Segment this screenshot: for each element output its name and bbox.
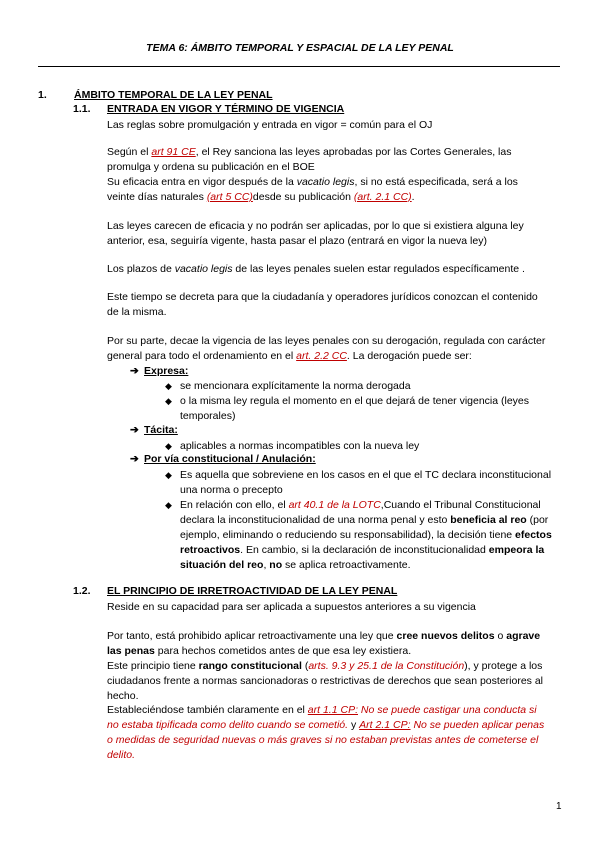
list-item <box>165 394 555 424</box>
list-item-text: o la misma ley regula el momento en el que dejará de tener vigencia (leyes temporales) <box>180 395 530 422</box>
text: y <box>348 719 360 731</box>
section-1-heading <box>38 89 273 101</box>
document-title: TEMA 6: ÁMBITO TEMPORAL Y ESPACIAL DE LA LEY PENAL <box>146 42 454 54</box>
reference-art-5-cc: (art 5 CC) <box>206 191 253 203</box>
text: ( <box>301 660 309 672</box>
list-item <box>165 379 555 394</box>
paragraph-carecen: Las leyes carecen de eficacia y no podrán ser aplicadas, por lo que si existiera alguna ley anterior, esa, seguiría vigente, hasta pasar el plazo (entrará en vigor la nueva ley) <box>107 220 524 247</box>
expresa-label: Expresa: <box>144 365 189 377</box>
text: , <box>263 559 270 571</box>
tacita-label: Tácita: <box>144 424 178 436</box>
quote-art-1-1-cp: No se puede castigar una conducta si no estaba tipificada como delito cuando se cometió. <box>107 704 537 731</box>
paragraph-prohibido <box>107 629 547 659</box>
diamond-bullet-icon: ◆ <box>165 396 172 406</box>
paragraph-cp <box>107 703 547 763</box>
paragraph-eficacia <box>107 175 547 205</box>
text: . <box>411 191 415 203</box>
section-1-2-number: 1.2. <box>73 585 91 597</box>
list-item-text: aplicables a normas incompatibles con la nueva ley <box>180 440 420 452</box>
list-item <box>165 498 555 573</box>
quote-art-2-1-cp: No se pueden aplicar penas o medidas de seguridad nuevas o más graves si no estaban previstas antes de cometerse el delito. <box>107 719 545 761</box>
text: Por su parte, decae la vigencia de las leyes penales con su derogación, regulada con carácter general para todo el ordenamiento en el <box>107 335 546 362</box>
list-item <box>165 439 555 454</box>
term-vacatio-legis: vacatio legis <box>296 176 355 188</box>
diamond-bullet-icon: ◆ <box>165 500 172 510</box>
text: , si no está especificada, será a los veinte días naturales <box>107 176 518 203</box>
section-1-1-heading <box>73 103 344 115</box>
reference-art-40-1-lotc: art 40.1 de la LOTC <box>288 499 381 511</box>
reference-constitucion: arts. 9.3 y 25.1 de la Constitución <box>308 660 465 672</box>
text: , el Rey sanciona las leyes aprobadas por las Cortes Generales, las promulga y ordena su publicación en el BOE <box>107 146 512 173</box>
page-number: 1 <box>556 801 562 812</box>
term-vacatio-legis: vacatio legis <box>174 263 233 275</box>
paragraph-reglas: Las reglas sobre promulgación y entrada en vigor = común para el OJ <box>107 119 433 131</box>
paragraph-tiempo: Este tiempo se decreta para que la ciudadanía y operadores jurídicos conozcan el contenido de la misma. <box>107 291 538 318</box>
section-1-title: ÁMBITO TEMPORAL DE LA LEY PENAL <box>74 89 273 101</box>
constitucional-label: Por vía constitucional / Anulación: <box>144 453 316 465</box>
arrow-icon: ➔ <box>130 424 139 436</box>
diamond-bullet-icon: ◆ <box>165 441 172 451</box>
text: o <box>494 630 507 642</box>
emphasis: cree nuevos delitos <box>396 630 495 642</box>
arrow-icon: ➔ <box>130 365 139 377</box>
text: . En cambio, si la declaración de inconstitucionalidad <box>240 544 489 556</box>
tacita-heading <box>130 424 178 436</box>
paragraph-derogacion <box>107 334 547 364</box>
section-1-1-number: 1.1. <box>73 103 91 115</box>
reference-art-2-1-cc: (art. 2.1 CC) <box>353 191 412 203</box>
emphasis: efectos retroactivos <box>180 529 552 556</box>
arrow-icon: ➔ <box>130 453 139 465</box>
paragraph-reside: Reside en su capacidad para ser aplicada a supuestos anteriores a su vigencia <box>107 601 476 613</box>
section-1-number: 1. <box>38 89 47 101</box>
emphasis: beneficia al reo <box>450 514 527 526</box>
text: ,Cuando el Tribunal Constitucional declara la inconstitucionalidad de una norma penal y esto <box>180 499 541 526</box>
section-1-1-title: ENTRADA EN VIGOR Y TÉRMINO DE VIGENCIA <box>107 103 345 115</box>
list-item-text: Es aquella que sobreviene en los casos en el que el TC declara inconstitucional una norma o precepto <box>180 469 552 496</box>
text: Según el <box>107 146 152 158</box>
emphasis: no <box>269 559 283 571</box>
text: de las leyes penales suelen estar regulados específicamente . <box>232 263 525 275</box>
emphasis: agrave las penas <box>107 630 541 657</box>
constitucional-heading <box>130 453 316 465</box>
reference-art-2-2-cc: art. 2.2 CC <box>296 350 347 362</box>
emphasis: empeora la situación del reo <box>180 544 545 571</box>
list-item-text <box>180 498 555 573</box>
expresa-heading <box>130 365 188 377</box>
text: Estableciéndose también claramente en el <box>107 704 308 716</box>
paragraph-plazos <box>107 262 547 277</box>
text: (por ejemplo, eliminando o reduciendo su responsabilidad), la decisión tiene <box>180 514 549 541</box>
text: . La derogación puede ser: <box>346 350 472 362</box>
title-divider <box>38 66 560 67</box>
text: Este principio tiene <box>107 660 199 672</box>
emphasis: rango constitucional <box>198 660 302 672</box>
text: ), y protege a los ciudadanos frente a normas sancionadoras o restrictivas de derechos que sean posteriores al hecho. <box>107 660 544 702</box>
diamond-bullet-icon: ◆ <box>165 381 172 391</box>
text: Su eficacia entra en vigor después de la <box>107 176 297 188</box>
diamond-bullet-icon: ◆ <box>165 470 172 480</box>
section-1-2-title: EL PRINCIPIO DE IRRETROACTIVIDAD DE LA LEY PENAL <box>107 585 398 597</box>
text: Por tanto, está prohibido aplicar retroactivamente una ley que <box>107 630 397 642</box>
paragraph-art-91 <box>107 145 547 175</box>
list-item-text: se mencionara explícitamente la norma derogada <box>180 380 411 392</box>
text: desde su publicación <box>252 191 354 203</box>
section-1-2-heading <box>73 585 397 597</box>
text: Los plazos de <box>107 263 175 275</box>
text: En relación con ello, el <box>180 499 289 511</box>
text: para hechos cometidos antes de que esa ley existiera. <box>154 645 412 657</box>
reference-art-91-ce: art 91 CE <box>151 146 196 158</box>
reference-art-2-1-cp: Art 2.1 CP: <box>359 719 411 731</box>
text: se aplica retroactivamente. <box>282 559 411 571</box>
paragraph-rango <box>107 659 547 704</box>
reference-art-1-1-cp: art 1.1 CP: <box>307 704 358 716</box>
list-item <box>165 468 555 498</box>
